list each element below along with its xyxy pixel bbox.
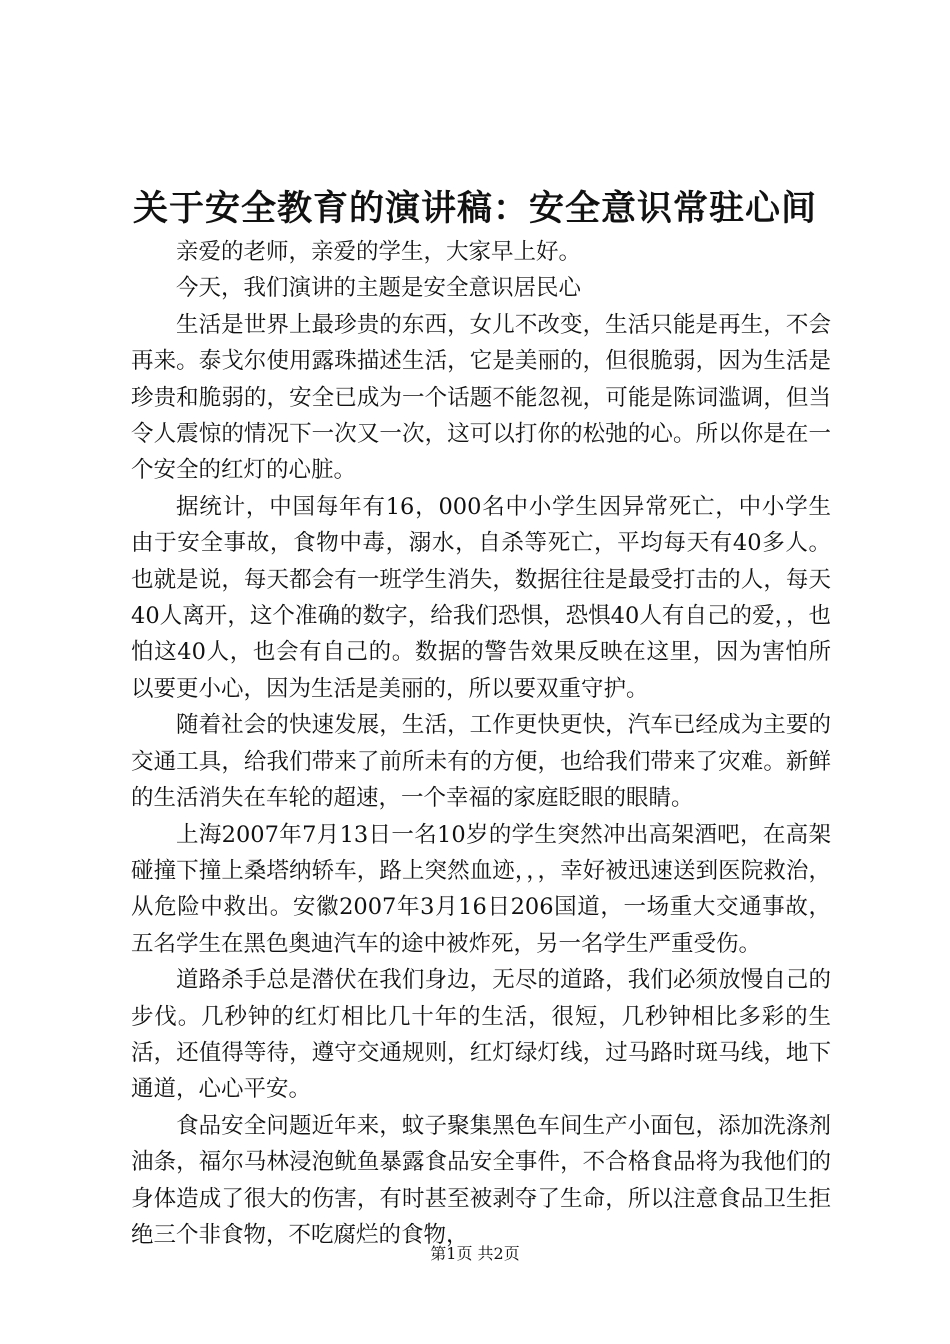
paragraph-food-safety: 食品安全问题近年来，蚊子聚集黑色车间生产小面包，添加洗涤剂油条，福尔马林浸泡鱿鱼暴露食品安全事件，不合格食品将为我他们的身体造成了很大的伤害，有时甚至被剥夺了生命，所以注意食品卫生拒绝三个非食物，不吃腐烂的食物，: [131, 1112, 831, 1248]
paragraph-theme: 今天，我们演讲的主题是安全意识居民心: [176, 275, 582, 302]
paragraph-greeting: 亲爱的老师，亲爱的学生，大家早上好。: [176, 239, 582, 265]
paragraph-road-safety: 道路杀手总是潜伏在我们身边，无尽的道路，我们必须放慢自己的步伐。几秒钟的红灯相比几十年的生活，很短，几秒钟相比多彩的生活，还值得等待，遵守交通规则，红灯绿灯线，过马路时斑马线，地下通道，心心平安。: [131, 967, 831, 1103]
paragraph-statistics: 据统计，中国每年有16，000名中小学生因异常死亡，中小学生由于安全事故，食物中毒，溺水，自杀等死亡，平均每天有40多人。也就是说，每天都会有一班学生消失，数据往往是最受打击的人，每天40人离开，这个准确的数字，给我们恐惧，恐惧40人有自己的爱，，也怕这40人，也会有自己的。数据的警告效果反映在这里，因为害怕所以要更小心，因为生活是美丽的，所以要双重守护。: [131, 493, 831, 702]
paragraph-life-value: 生活是世界上最珍贵的东西，女儿不改变，生活只能是再生，不会再来。泰戈尔使用露珠描述生活，它是美丽的，但很脆弱，因为生活是珍贵和脆弱的，安全已成为一个话题不能忽视，可能是陈词滥调，但当令人震惊的情况下一次又一次，这可以打你的松弛的心。所以你是在一个安全的红灯的心脏。: [131, 311, 831, 484]
paragraph-traffic-development: 随着社会的快速发展，生活，工作更快更快，汽车已经成为主要的交通工具，给我们带来了前所未有的方便，也给我们带来了灾难。新鲜的生活消失在车轮的超速，一个幸福的家庭眨眼的眼睛。: [131, 712, 831, 812]
document-title: 关于安全教育的演讲稿：安全意识常驻心间: [132, 188, 817, 229]
page-number-footer: 第1页 共2页: [430, 1244, 520, 1263]
document-body: [131, 234, 831, 1253]
paragraph-accident-cases: 上海2007年7月13日一名10岁的学生突然冲出高架酒吧，在高架碰撞下撞上桑塔纳轿车，路上突然血迹，，，幸好被迅速送到医院救治，从危险中救出。安徽2007年3月16日206国道，一场重大交通事故，五名学生在黑色奥迪汽车的途中被炸死，另一名学生严重受伤。: [131, 821, 831, 957]
